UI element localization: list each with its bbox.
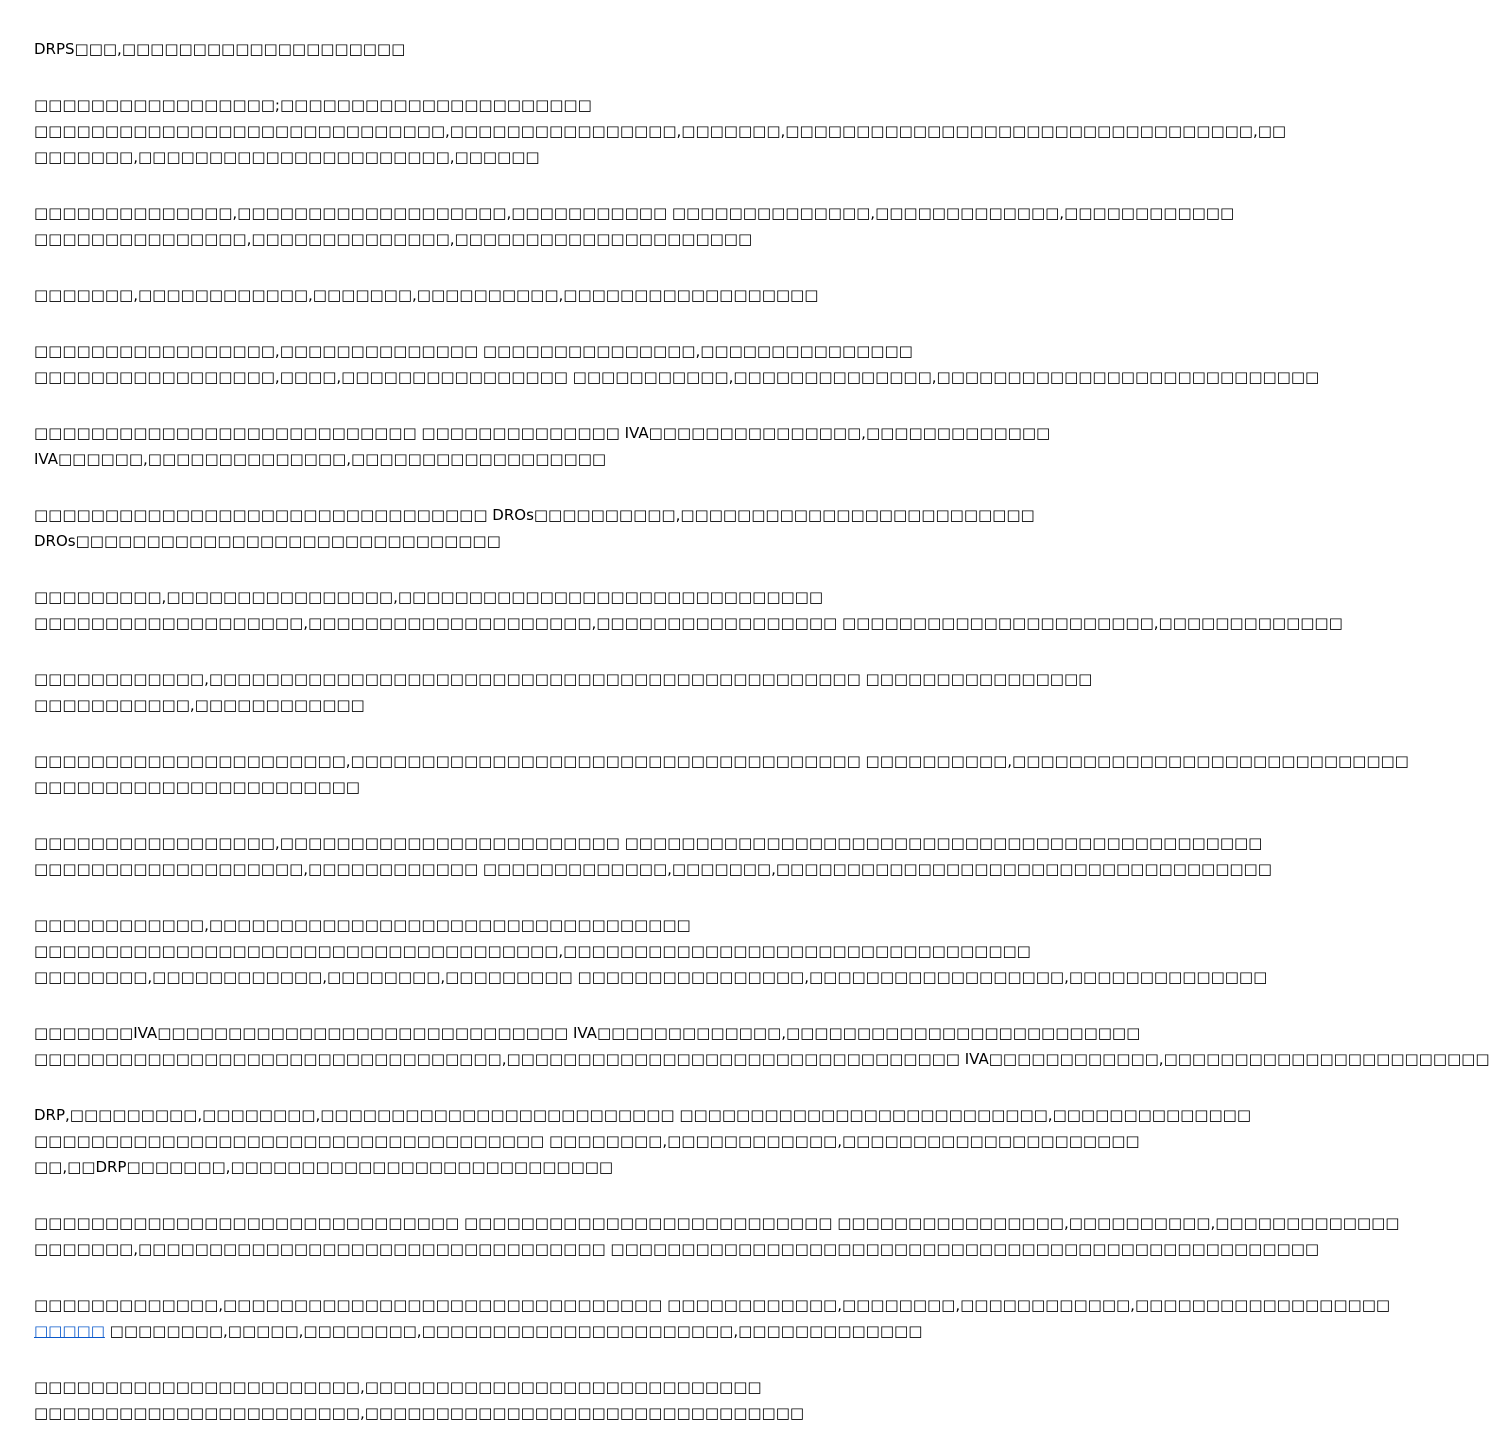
text-line: □□□□□□□,□□□□□□□□□□□□,□□□□□□□,□□□□□□□□□□,□□□□□□□□□□□□□□□□□□	[34, 286, 819, 304]
paragraph-16	[34, 1292, 1391, 1344]
text-line: □□□□□□□□□□□□□□□□□□□,□□□□□□□□□□□□ □□□□□□□□□□□□□,□□□□□□□,□□□□□□□□□□□□□□□□□□□□□□□□□□□□□□□□□□□	[34, 860, 1272, 878]
text-line: □□□□□□□□□□□□□□□□□,□□□□□□□□□□□□□□ □□□□□□□□□□□□□□□,□□□□□□□□□□□□□□□	[34, 342, 913, 360]
text-line: □□□□□□□□□□□□,□□□□□□□□□□□□□□□□□□□□□□□□□□□□□□□□□□	[34, 916, 691, 934]
text-after-link: □□□□□□□□,□□□□□,□□□□□□□□,□□□□□□□□□□□□□□□□□□□□□□,□□□□□□□□□□□□□	[104, 1322, 923, 1340]
text-line: □□□□□□□□□□□,□□□□□□□□□□□□	[34, 696, 365, 714]
paragraph-5	[34, 338, 1320, 390]
text-line: □□□□□□□□□□□□□□□□□□□□□□□□□□□□□,□□□□□□□□□□□□□□□□,□□□□□□□,□□□□□□□□□□□□□□□□□□□□□□□□□□□□□□□□□,□□	[34, 122, 1287, 140]
text-line: DRPS□□□,□□□□□□□□□□□□□□□□□□□□	[34, 40, 406, 58]
paragraph-13	[34, 1020, 1490, 1072]
inline-link[interactable]: □□□□□	[34, 1322, 105, 1340]
text-line: □□□□□□□□□□□□□□□□□□□□□□□□□□□ □□□□□□□□□□□□□□ IVA□□□□□□□□□□□□□□□,□□□□□□□□□□□□□	[34, 424, 1051, 442]
text-line: □□□□□□□□□□□□□□□□□□□,□□□□□□□□□□□□□□□□□□□□,□□□□□□□□□□□□□□□□□ □□□□□□□□□□□□□□□□□□□□□□,□□□□□□□□□□□□□	[34, 614, 1343, 632]
text-line: □□□□□□□□□,□□□□□□□□□□□□□□□□,□□□□□□□□□□□□□□□□□□□□□□□□□□□□□□	[34, 588, 824, 606]
text-line: □□,□□DRP□□□□□□□,□□□□□□□□□□□□□□□□□□□□□□□□□□□	[34, 1158, 614, 1176]
paragraph-9	[34, 666, 1093, 718]
text-line: □□□□□□□IVA□□□□□□□□□□□□□□□□□□□□□□□□□□□□□ IVA□□□□□□□□□□□□□,□□□□□□□□□□□□□□□□□□□□□□□□□	[34, 1024, 1141, 1042]
text-line: □□□□□□□□□□□□□□□,□□□□□□□□□□□□□□,□□□□□□□□□□□□□□□□□□□□□	[34, 230, 753, 248]
text-line: IVA□□□□□□,□□□□□□□□□□□□□□,□□□□□□□□□□□□□□□□□□	[34, 450, 607, 468]
text-line: □□□□□□□□□□□□□□□□□□□□□□□□□□□□□□□□ DROs□□□□□□□□□□,□□□□□□□□□□□□□□□□□□□□□□□□□	[34, 506, 1035, 524]
paragraph-8	[34, 584, 1343, 636]
text-line: □□□□□□□□□□□□,□□□□□□□□□□□□□□□□□□□□□□□□□□□□□□□□□□□□□□□□□□□□□□ □□□□□□□□□□□□□□□□	[34, 670, 1093, 688]
text-line: □□□□□□□□□□□□□□□□□,□□□□□□□□□□□□□□□□□□□□□□□□ □□□□□□□□□□□□□□□□□□□□□□□□□□□□□□□□□□□□□□□□□□□□□	[34, 834, 1263, 852]
paragraph-14	[34, 1102, 1251, 1180]
text-line: DROs□□□□□□□□□□□□□□□□□□□□□□□□□□□□□□	[34, 532, 501, 550]
paragraph-1	[34, 36, 994, 62]
text-line: □□□□□□□□□□□□□□□□□□□□□□□,□□□□□□□□□□□□□□□□□□□□□□□□□□□□□□□	[34, 1404, 805, 1422]
text-line: □□□□□□□□,□□□□□□□□□□□□,□□□□□□□□,□□□□□□□□□ □□□□□□□□□□□□□□□□,□□□□□□□□□□□□□□□□□□,□□□□□□□□□□□□□□	[34, 968, 1268, 986]
text-line: □□□□□□□□□□□□□□□□□,□□□□,□□□□□□□□□□□□□□□□ □□□□□□□□□□□,□□□□□□□□□□□□□□,□□□□□□□□□□□□□□□□□□□□□□□□□□□	[34, 368, 1320, 386]
text-line: □□□□□□□□□□□□□□,□□□□□□□□□□□□□□□□□□□,□□□□□□□□□□□ □□□□□□□□□□□□□□,□□□□□□□□□□□□□,□□□□□□□□□□□□	[34, 204, 1235, 222]
text-line: □□□□□□□□□□□□□□□□□□□□□□□,□□□□□□□□□□□□□□□□□□□□□□□□□□□□	[34, 1378, 762, 1396]
paragraph-12	[34, 912, 1268, 990]
paragraph-7	[34, 502, 1035, 554]
text-line: □□□□□□□□□□□□□□□□□□□□□□□□□□□□□□□□□,□□□□□□□□□□□□□□□□□□□□□□□□□□□□□□□□ IVA□□□□□□□□□□□□,□□□□□□□□□□□□□□□□□□□□□□□	[34, 1050, 1490, 1068]
text-line: □□□□□□□,□□□□□□□□□□□□□□□□□□□□□□,□□□□□□	[34, 148, 540, 166]
paragraph-11	[34, 830, 1272, 882]
paragraph-3	[34, 200, 1235, 252]
text-line: □□□□□□□□□□□□□□□□□□□□□□□□□□□□□□ □□□□□□□□□□□□□□□□□□□□□□□□□□ □□□□□□□□□□□□□□□□,□□□□□□□□□□,□□□□□□□□□□□□□	[34, 1214, 1400, 1232]
text-line: □□□□□□□,□□□□□□□□□□□□□□□□□□□□□□□□□□□□□□□□□ □□□□□□□□□□□□□□□□□□□□□□□□□□□□□□□□□□□□□□□□□□□□□□□□□□	[34, 1240, 1320, 1258]
text-line: □□□□□□□□□□□□□□□□□□□□□□,□□□□□□□□□□□□□□□□□□□□□□□□□□□□□□□□□□□□ □□□□□□□□□□,□□□□□□□□□□□□□□□□□□□□□□□□□□□□	[34, 752, 1409, 770]
paragraph-2	[34, 92, 1287, 170]
text-line: □□□□□□□□□□□□□□□□□□□□□□□	[34, 778, 360, 796]
text-line: DRP,□□□□□□□□□,□□□□□□□□,□□□□□□□□□□□□□□□□□□□□□□□□□ □□□□□□□□□□□□□□□□□□□□□□□□□□,□□□□□□□□□□□□□□	[34, 1106, 1251, 1124]
paragraph-17	[34, 1374, 994, 1426]
text-line: □□□□□□□□□□□□□□□□□□□□□□□□□□□□□□□□□□□□□,□□□□□□□□□□□□□□□□□□□□□□□□□□□□□□□□□	[34, 942, 1031, 960]
document-body	[34, 36, 1490, 1456]
text-line	[34, 1318, 994, 1344]
paragraph-10	[34, 748, 1409, 800]
paragraph-15	[34, 1210, 1400, 1262]
paragraph-4	[34, 282, 994, 308]
text-line: □□□□□□□□□□□□□□□□□;□□□□□□□□□□□□□□□□□□□□□□	[34, 96, 592, 114]
text-line: □□□□□□□□□□□□□□□□□□□□□□□□□□□□□□□□□□□□ □□□□□□□□,□□□□□□□□□□□□,□□□□□□□□□□□□□□□□□□□□□	[34, 1132, 1140, 1150]
text-line: □□□□□□□□□□□□□,□□□□□□□□□□□□□□□□□□□□□□□□□□□□□□□ □□□□□□□□□□□□,□□□□□□□□,□□□□□□□□□□□□,□□□□□□□□□□□□□□□□□□	[34, 1296, 1391, 1314]
paragraph-6	[34, 420, 1051, 472]
